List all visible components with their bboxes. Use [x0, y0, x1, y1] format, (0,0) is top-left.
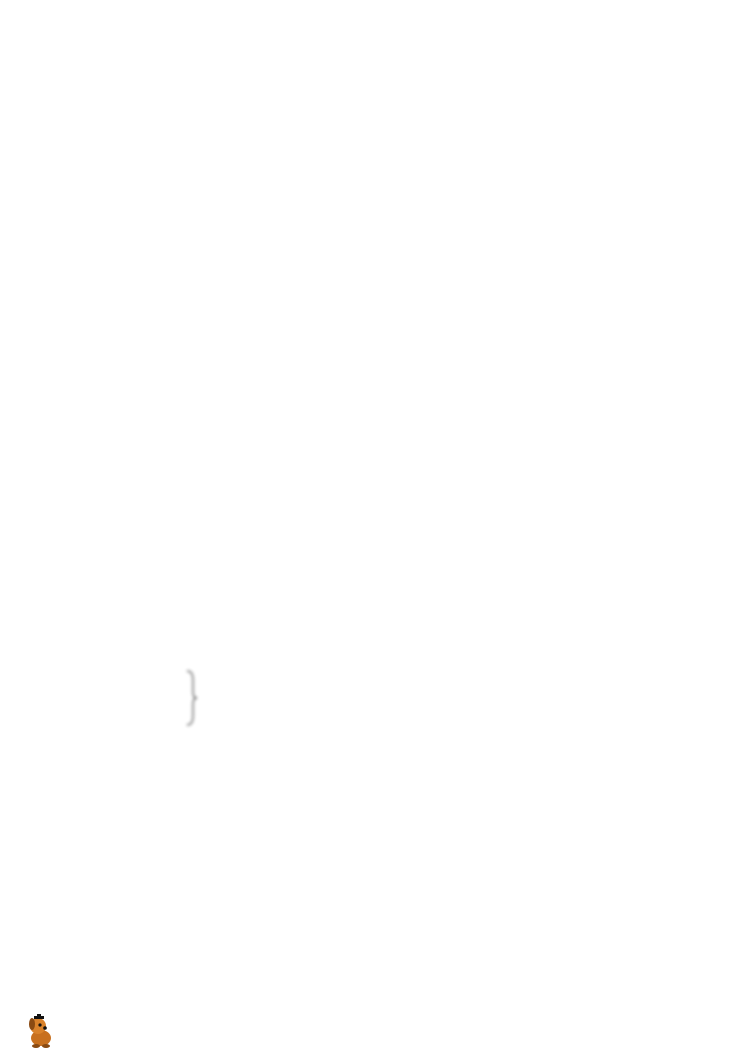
dog-mascot-icon — [24, 1014, 60, 1050]
goal-relations-block — [88, 791, 688, 855]
unidog-logo — [24, 1014, 174, 1050]
goal-hierarchy-block — [88, 612, 688, 668]
curly-brace-icon — [186, 670, 198, 726]
watermark — [686, 270, 746, 740]
